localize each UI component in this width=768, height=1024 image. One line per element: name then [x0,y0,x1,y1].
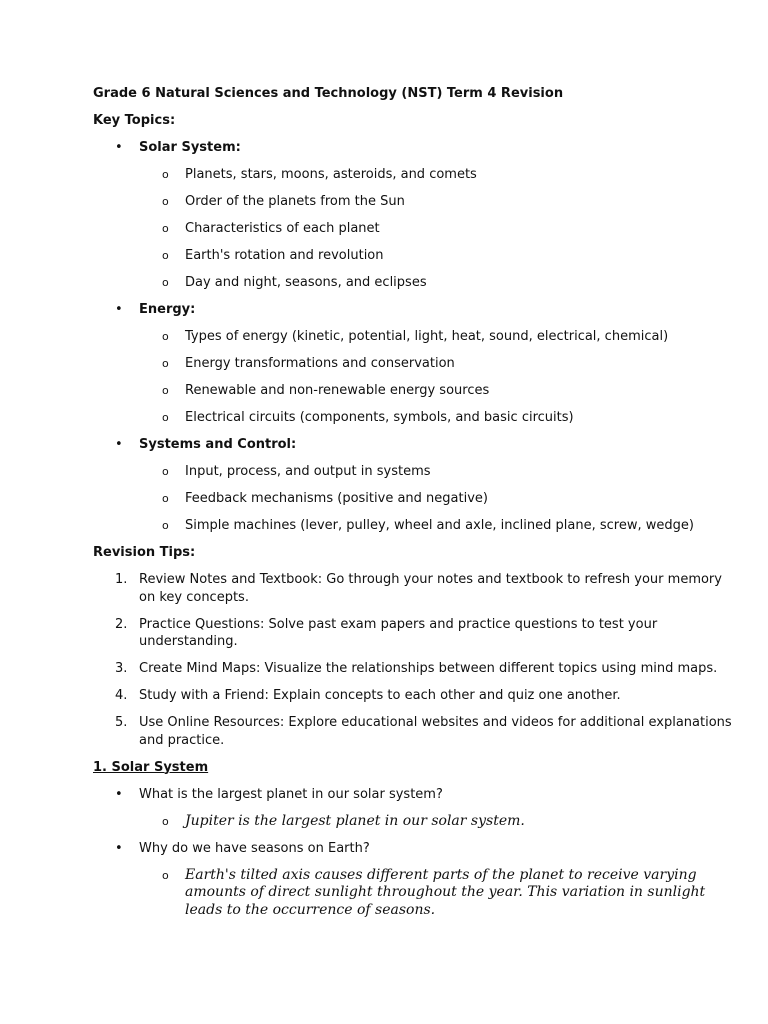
sub-item [139,274,733,292]
answer-list [139,867,733,920]
sub-item-text: Energy transformations and conservation [185,356,455,371]
circle-bullet-icon: o [162,519,169,532]
tip-number: 2. [115,616,128,632]
circle-bullet-icon: o [162,411,169,424]
answer-item [139,867,733,920]
topic-sub-list [139,328,733,427]
sub-item-text: Simple machines (lever, pulley, wheel and axle, inclined plane, screw, wedge) [185,518,694,533]
circle-bullet-icon: o [162,222,169,235]
sub-item [139,382,733,400]
sub-item-text: Electrical circuits (components, symbols, and basic circuits) [185,410,574,425]
tip-text: Use Online Resources: Explore educational websites and videos for additional explanations and practice. [139,715,732,748]
topic-solar-system [93,139,733,292]
sub-item-text: Planets, stars, moons, asteroids, and comets [185,167,477,182]
bullet-icon: • [115,437,123,452]
answer-item [139,813,733,831]
question-item [93,786,733,831]
sub-item [139,409,733,427]
revision-tips-heading: Revision Tips: [93,545,196,560]
circle-bullet-icon: o [162,814,169,828]
sub-item-text: Earth's rotation and revolution [185,248,384,263]
circle-bullet-icon: o [162,384,169,397]
tip-text: Practice Questions: Solve past exam papers and practice questions to test your understanding. [139,616,658,649]
sub-item [139,220,733,238]
key-topics-heading: Key Topics: [93,113,176,128]
sub-item [139,463,733,481]
circle-bullet-icon: o [162,168,169,181]
sub-item-text: Renewable and non-renewable energy sources [185,383,490,398]
topic-label: Systems and Control: [139,437,297,452]
document-page [93,85,733,929]
circle-bullet-icon: o [162,357,169,370]
topic-sub-list [139,463,733,535]
circle-bullet-icon: o [162,195,169,208]
tip-number: 4. [115,688,128,703]
sub-item [139,355,733,373]
circle-bullet-icon: o [162,492,169,505]
tip-number: 3. [115,661,128,676]
sub-item [139,193,733,211]
circle-bullet-icon: o [162,276,169,289]
tip-text: Review Notes and Textbook: Go through your notes and textbook to refresh your memory on key concepts. [139,572,722,605]
topic-label: Energy: [139,302,196,317]
topic-energy [93,301,733,427]
revision-tips-list [93,571,733,749]
sub-item [139,328,733,346]
sub-item-text: Feedback mechanisms (positive and negative) [185,491,488,506]
circle-bullet-icon: o [162,249,169,262]
tip-number: 1. [115,572,128,587]
answer-text: Earth's tilted axis causes different parts of the planet to receive varying amounts of direct sunlight throughout the year. This variation in sunlight leads to the occurrence of seasons. [185,866,706,918]
sub-item-text: Order of the planets from the Sun [185,194,405,209]
circle-bullet-icon: o [162,465,169,478]
topic-systems-and-control [93,436,733,535]
solar-system-section-heading: 1. Solar System [93,759,209,775]
sub-item-text: Characteristics of each planet [185,221,380,236]
tip-item [93,616,733,651]
tip-text: Study with a Friend: Explain concepts to each other and quiz one another. [139,688,621,703]
sub-item [139,490,733,508]
sub-item-text: Types of energy (kinetic, potential, light, heat, sound, electrical, chemical) [185,329,669,344]
bullet-icon: • [115,840,123,856]
topic-sub-list [139,166,733,292]
document-title: Grade 6 Natural Sciences and Technology (NST) Term 4 Revision [93,86,564,101]
tip-item [93,714,733,749]
sub-item [139,517,733,535]
bullet-icon: • [115,786,123,802]
sub-item [139,166,733,184]
tip-text: Create Mind Maps: Visualize the relationships between different topics using mind maps. [139,661,718,676]
bullet-icon: • [115,302,123,317]
question-item [93,840,733,920]
circle-bullet-icon: o [162,868,169,882]
key-topics-list [93,139,733,535]
tip-item [93,571,733,606]
question-text: Why do we have seasons on Earth? [139,840,370,856]
sub-item [139,247,733,265]
circle-bullet-icon: o [162,330,169,343]
answer-text: Jupiter is the largest planet in our solar system. [185,812,525,829]
solar-system-questions-list [93,786,733,920]
question-text: What is the largest planet in our solar system? [139,786,443,802]
tip-item [93,660,733,678]
bullet-icon: • [115,140,123,155]
answer-list [139,813,733,831]
topic-label: Solar System: [139,140,241,155]
tip-number: 5. [115,715,128,730]
sub-item-text: Day and night, seasons, and eclipses [185,275,427,290]
sub-item-text: Input, process, and output in systems [185,464,431,479]
tip-item [93,687,733,705]
